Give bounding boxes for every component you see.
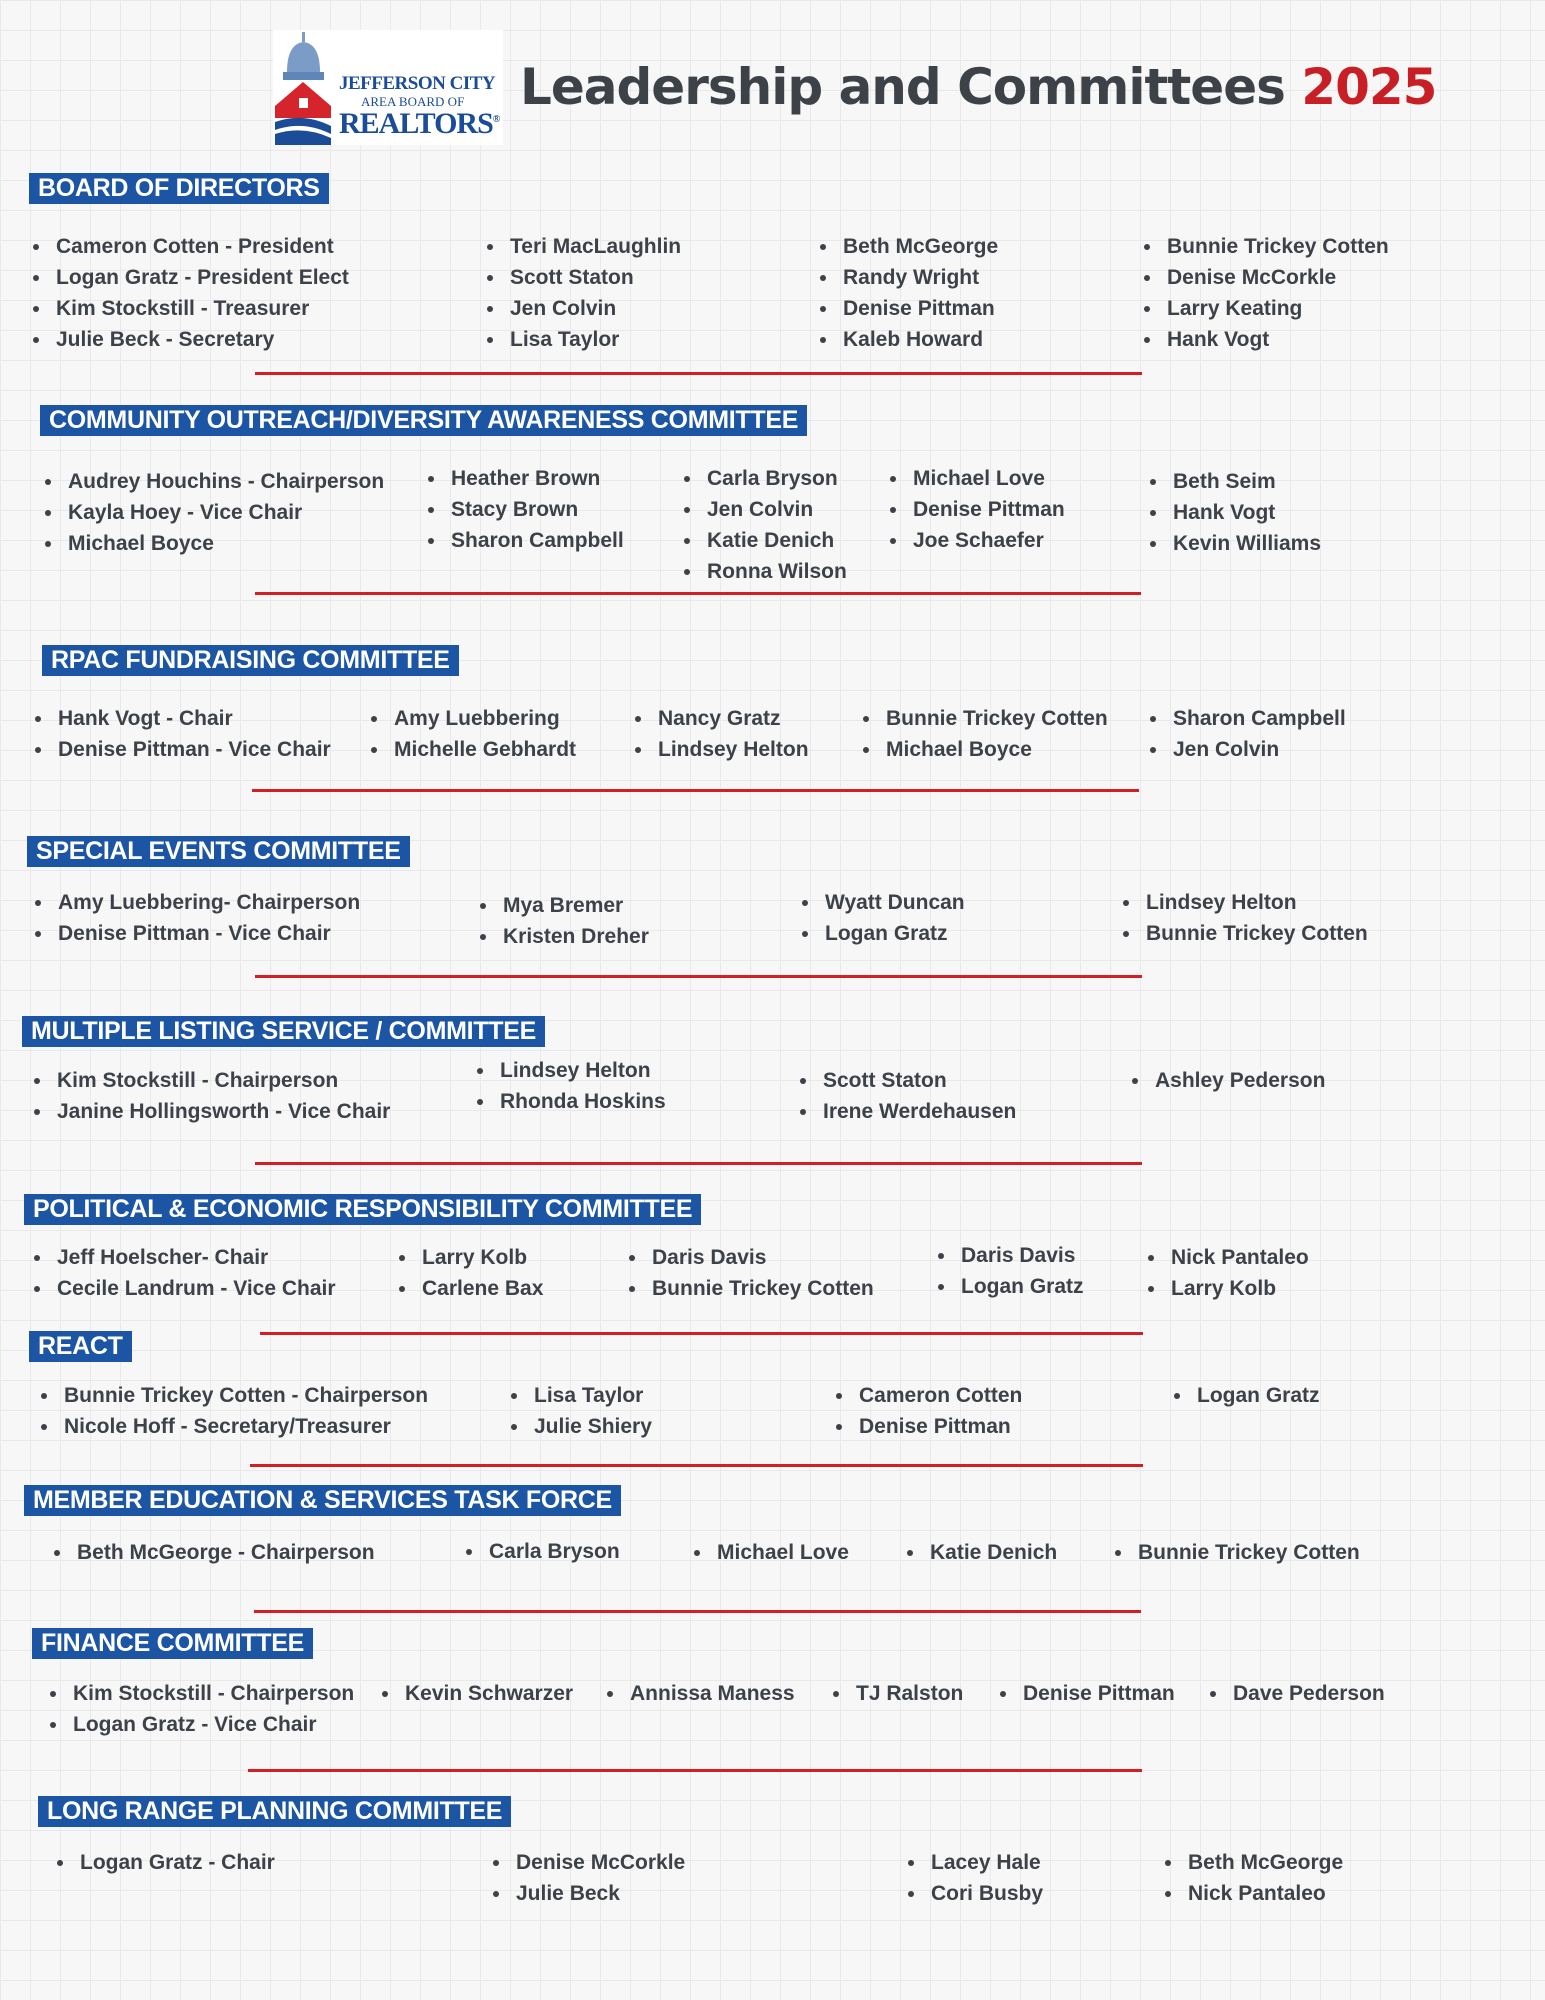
logo-line-1: JEFFERSON CITY [339, 73, 496, 94]
member-list [1161, 1847, 1343, 1909]
member-list [1111, 1537, 1360, 1568]
member-item: Beth McGeorge - Chairperson [50, 1537, 375, 1568]
member-list [367, 703, 576, 765]
member-item: Beth McGeorge [1161, 1847, 1343, 1878]
member-list [1146, 466, 1321, 559]
member-item: Bunnie Trickey Cotten - Chairperson [37, 1380, 428, 1411]
member-item: Beth McGeorge [816, 231, 998, 262]
member-item: Beth Seim [1146, 466, 1321, 497]
member-list [489, 1847, 685, 1909]
member-list [1146, 703, 1346, 765]
member-item: Bunnie Trickey Cotten [1111, 1537, 1360, 1568]
member-item: Denise McCorkle [1140, 262, 1389, 293]
member-item: Bunnie Trickey Cotten [1140, 231, 1389, 262]
member-item: Larry Kolb [395, 1242, 543, 1273]
member-list [934, 1240, 1084, 1302]
section-header: FINANCE COMMITTEE [32, 1628, 313, 1659]
member-item: Sharon Campbell [424, 525, 624, 556]
member-item: Julie Beck - Secretary [29, 324, 349, 355]
member-item: Daris Davis [625, 1242, 874, 1273]
member-item: Denise Pittman - Vice Chair [31, 918, 360, 949]
member-item: TJ Ralston [829, 1678, 963, 1709]
member-item: Michael Boyce [859, 734, 1108, 765]
member-item: Dave Pederson [1206, 1678, 1385, 1709]
member-item: Carla Bryson [462, 1536, 620, 1567]
member-list [424, 463, 624, 556]
member-item: Cameron Cotten [832, 1380, 1022, 1411]
member-list [30, 1242, 336, 1304]
member-list [395, 1242, 543, 1304]
member-item: Denise Pittman [832, 1411, 1022, 1442]
member-item: Kim Stockstill - Chairperson [46, 1678, 354, 1709]
member-item: Lisa Taylor [507, 1380, 652, 1411]
member-list [796, 1065, 1016, 1127]
member-item: Kevin Schwarzer [378, 1678, 573, 1709]
member-item: Lacey Hale [904, 1847, 1043, 1878]
member-item: Logan Gratz - President Elect [29, 262, 349, 293]
page-title-year: 2025 [1301, 58, 1437, 116]
section-header: BOARD OF DIRECTORS [29, 173, 329, 204]
member-list [1144, 1242, 1309, 1304]
member-list [31, 887, 360, 949]
logo-line-3: REALTORS [339, 107, 493, 140]
member-item: Jen Colvin [1146, 734, 1346, 765]
member-item: Larry Kolb [1144, 1273, 1309, 1304]
member-list [859, 703, 1108, 765]
member-item: Carla Bryson [680, 463, 847, 494]
member-item: Lindsey Helton [1119, 887, 1368, 918]
member-item: Annissa Maness [603, 1678, 795, 1709]
member-item: Scott Staton [796, 1065, 1016, 1096]
section-header: LONG RANGE PLANNING COMMITTEE [38, 1796, 511, 1827]
member-item: Denise Pittman [816, 293, 998, 324]
member-item: Irene Werdehausen [796, 1096, 1016, 1127]
member-list [53, 1847, 275, 1878]
member-item: Denise Pittman [886, 494, 1065, 525]
section-header: COMMUNITY OUTREACH/DIVERSITY AWARENESS COMMITTEE [40, 405, 807, 436]
member-list [680, 463, 847, 587]
member-item: Logan Gratz [1170, 1380, 1320, 1411]
member-item: Bunnie Trickey Cotten [859, 703, 1108, 734]
member-list [462, 1536, 620, 1567]
member-item: Kevin Williams [1146, 528, 1321, 559]
member-list [378, 1678, 573, 1709]
member-list [832, 1380, 1022, 1442]
member-list [798, 887, 965, 949]
member-item: Julie Shiery [507, 1411, 652, 1442]
section-divider [255, 592, 1141, 595]
member-item: Amy Luebbering [367, 703, 576, 734]
member-item: Logan Gratz [798, 918, 965, 949]
section-header: POLITICAL & ECONOMIC RESPONSIBILITY COMMITTEE [24, 1194, 701, 1225]
member-list [625, 1242, 874, 1304]
member-item: Stacy Brown [424, 494, 624, 525]
member-item: Katie Denich [680, 525, 847, 556]
member-item: Sharon Campbell [1146, 703, 1346, 734]
member-item: Bunnie Trickey Cotten [625, 1273, 874, 1304]
member-item: Jen Colvin [680, 494, 847, 525]
member-item: Lindsey Helton [631, 734, 809, 765]
member-item: Michael Love [886, 463, 1065, 494]
member-list [37, 1380, 428, 1442]
member-list [690, 1537, 849, 1568]
registered-mark: ® [492, 114, 500, 125]
capitol-dome-icon [273, 30, 337, 145]
member-list [1119, 887, 1368, 949]
member-item: Cori Busby [904, 1878, 1043, 1909]
member-list [816, 231, 998, 355]
member-item: Kristen Dreher [476, 921, 649, 952]
member-item: Cecile Landrum - Vice Chair [30, 1273, 336, 1304]
member-item: Scott Staton [483, 262, 681, 293]
member-item: Kayla Hoey - Vice Chair [41, 497, 384, 528]
member-item: Jen Colvin [483, 293, 681, 324]
member-item: Ronna Wilson [680, 556, 847, 587]
section-header: REACT [29, 1331, 132, 1362]
member-item: Jeff Hoelscher- Chair [30, 1242, 336, 1273]
member-list [41, 466, 384, 559]
section-header: MULTIPLE LISTING SERVICE / COMMITTEE [22, 1016, 545, 1047]
member-item: Kaleb Howard [816, 324, 998, 355]
section-divider [260, 1332, 1143, 1335]
member-list [996, 1678, 1175, 1709]
member-list [903, 1537, 1057, 1568]
member-list [631, 703, 809, 765]
member-list [829, 1678, 963, 1709]
member-list [1206, 1678, 1385, 1709]
member-item: Hank Vogt [1140, 324, 1389, 355]
page-title [520, 58, 1436, 116]
member-item: Michelle Gebhardt [367, 734, 576, 765]
member-list [603, 1678, 795, 1709]
member-item: Kim Stockstill - Chairperson [30, 1065, 390, 1096]
section-divider [248, 1769, 1142, 1772]
member-item: Heather Brown [424, 463, 624, 494]
member-list [886, 463, 1065, 556]
member-item: Nancy Gratz [631, 703, 809, 734]
realtors-logo [273, 30, 503, 145]
section-divider [255, 975, 1142, 978]
member-item: Hank Vogt - Chair [31, 703, 331, 734]
section-header: MEMBER EDUCATION & SERVICES TASK FORCE [24, 1485, 621, 1516]
member-list [1170, 1380, 1320, 1411]
section-header: RPAC FUNDRAISING COMMITTEE [42, 645, 459, 676]
member-item: Carlene Bax [395, 1273, 543, 1304]
section-divider [252, 789, 1139, 792]
member-item: Daris Davis [934, 1240, 1084, 1271]
member-item: Denise McCorkle [489, 1847, 685, 1878]
member-item: Logan Gratz - Chair [53, 1847, 275, 1878]
member-item: Wyatt Duncan [798, 887, 965, 918]
member-item: Nick Pantaleo [1144, 1242, 1309, 1273]
member-list [29, 231, 349, 355]
member-item: Kim Stockstill - Treasurer [29, 293, 349, 324]
member-item: Logan Gratz [934, 1271, 1084, 1302]
member-item: Michael Boyce [41, 528, 384, 559]
member-item: Michael Love [690, 1537, 849, 1568]
member-item: Denise Pittman [996, 1678, 1175, 1709]
member-item: Katie Denich [903, 1537, 1057, 1568]
member-item: Nicole Hoff - Secretary/Treasurer [37, 1411, 428, 1442]
member-item: Julie Beck [489, 1878, 685, 1909]
section-divider [254, 1610, 1141, 1613]
logo-line-2: AREA BOARD OF [361, 94, 465, 109]
member-list [507, 1380, 652, 1442]
member-list [473, 1055, 666, 1117]
member-item: Audrey Houchins - Chairperson [41, 466, 384, 497]
section-divider [255, 1162, 1142, 1165]
section-divider [255, 372, 1142, 375]
member-item: Lisa Taylor [483, 324, 681, 355]
member-item: Cameron Cotten - President [29, 231, 349, 262]
section-header: SPECIAL EVENTS COMMITTEE [27, 836, 410, 867]
member-item: Rhonda Hoskins [473, 1086, 666, 1117]
member-list [50, 1537, 375, 1568]
member-list [904, 1847, 1043, 1909]
member-item: Randy Wright [816, 262, 998, 293]
member-item: Denise Pittman - Vice Chair [31, 734, 331, 765]
page-title-text: Leadership and Committees [520, 58, 1285, 116]
member-list [1140, 231, 1389, 355]
section-divider [250, 1464, 1143, 1467]
member-item: Amy Luebbering- Chairperson [31, 887, 360, 918]
member-item: Teri MacLaughlin [483, 231, 681, 262]
member-item: Logan Gratz - Vice Chair [46, 1709, 354, 1740]
member-list [30, 1065, 390, 1127]
member-list [483, 231, 681, 355]
member-item: Joe Schaefer [886, 525, 1065, 556]
member-list [1128, 1065, 1325, 1096]
member-item: Hank Vogt [1146, 497, 1321, 528]
member-item: Bunnie Trickey Cotten [1119, 918, 1368, 949]
member-item: Lindsey Helton [473, 1055, 666, 1086]
member-item: Larry Keating [1140, 293, 1389, 324]
member-item: Ashley Pederson [1128, 1065, 1325, 1096]
member-item: Janine Hollingsworth - Vice Chair [30, 1096, 390, 1127]
member-item: Mya Bremer [476, 890, 649, 921]
member-list [46, 1678, 354, 1740]
member-list [476, 890, 649, 952]
member-item: Nick Pantaleo [1161, 1878, 1343, 1909]
member-list [31, 703, 331, 765]
